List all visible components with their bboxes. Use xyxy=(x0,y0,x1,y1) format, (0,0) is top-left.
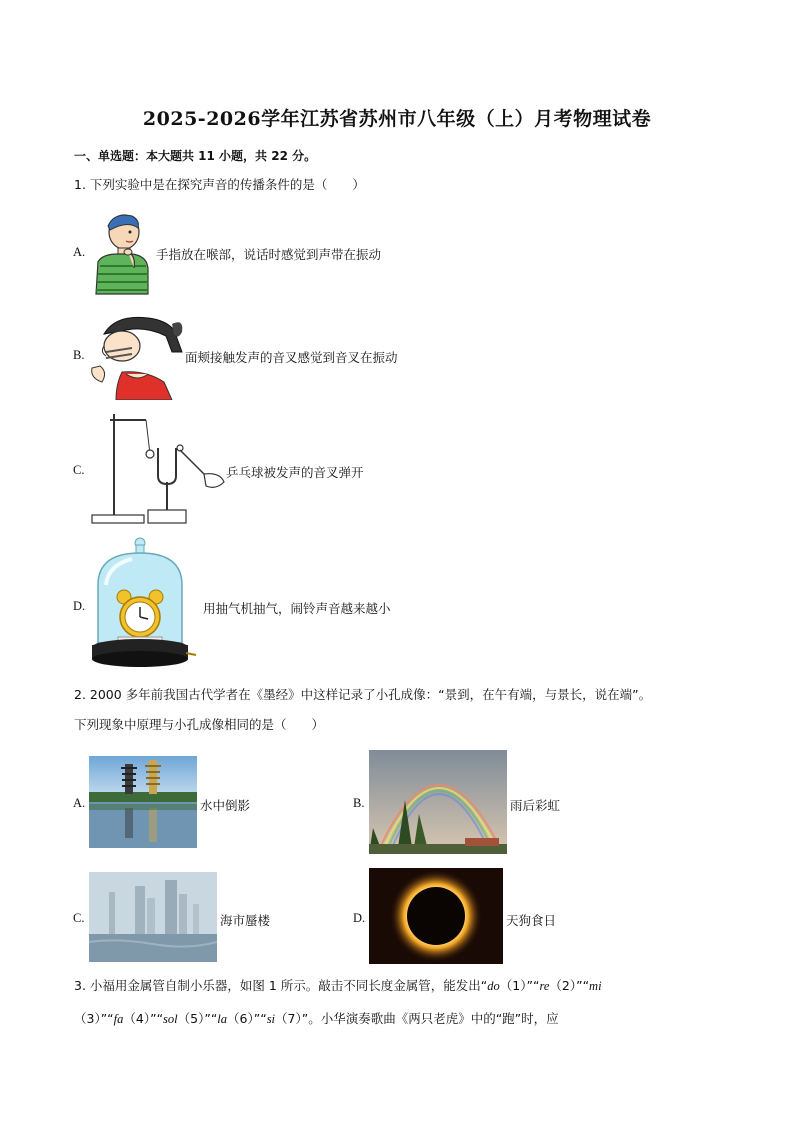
q1-option-b-letter: B. xyxy=(73,348,85,362)
q1-option-d-letter: D. xyxy=(73,599,86,613)
q1-option-c-letter: C. xyxy=(73,463,85,477)
q3-note-6: （6）”“ xyxy=(227,1011,267,1026)
q1-option-d-image xyxy=(88,535,200,673)
q2-option-c-image xyxy=(89,872,217,962)
q3-note-3: （3）”“ xyxy=(74,1011,114,1026)
q1-option-c-text: 乒乓球被发声的音叉弹开 xyxy=(226,465,364,480)
q2-option-a-text: 水中倒影 xyxy=(200,798,251,813)
q3-note-2: （2）”“ xyxy=(549,978,590,993)
q3-note-do: do xyxy=(487,979,500,993)
q2-option-b-letter: B. xyxy=(353,796,365,810)
page-title: 2025-2026学年江苏省苏州市八年级（上）月考物理试卷 xyxy=(142,108,652,130)
q3-note-5: （5）”“ xyxy=(177,1011,218,1026)
q1-option-a-text: 手指放在喉部，说话时感觉到声带在振动 xyxy=(156,247,382,262)
q3-note-4: （4）”“ xyxy=(123,1011,164,1026)
q2-option-c-letter: C. xyxy=(73,911,85,925)
q2-stem-line2: 下列现象中原理与小孔成像相同的是（ ） xyxy=(74,717,325,732)
q2-option-d-image xyxy=(369,868,503,964)
section-heading: 一、单选题：本大题共 11 小题，共 22 分。 xyxy=(74,149,317,163)
q1-option-a-image xyxy=(88,210,156,298)
q2-option-b-image xyxy=(369,750,507,854)
q3-note-si: si xyxy=(266,1012,276,1026)
q3-stem-line2 xyxy=(74,1010,559,1028)
q2-option-a-letter: A. xyxy=(73,796,86,810)
q2-stem-line1: 2. 2000 多年前我国古代学者在《墨经》中这样记录了小孔成像：“景到，在午有端，与景长，说在端”。 xyxy=(74,687,652,702)
q3-line1-prefix: 3. 小福用金属管自制小乐器，如图 1 所示。敲击不同长度金属管，能发出“ xyxy=(74,978,488,993)
q3-note-fa: fa xyxy=(113,1012,124,1026)
q3-note-1: （1）”“ xyxy=(499,978,540,993)
q1-stem: 1. 下列实验中是在探究声音的传播条件的是（ ） xyxy=(74,177,365,192)
q3-note-mi: mi xyxy=(589,979,602,993)
q1-option-d-text: 用抽气机抽气，闹铃声音越来越小 xyxy=(203,601,391,616)
q3-stem-line1 xyxy=(74,977,602,995)
q2-option-c-text: 海市蜃楼 xyxy=(220,913,271,928)
q1-option-a-letter: A. xyxy=(73,245,86,259)
q2-option-d-letter: D. xyxy=(353,911,366,925)
q3-line2-suffix: （7）”。小华演奏歌曲《两只老虎》中的“跑”时，应 xyxy=(275,1011,559,1026)
q3-note-re: re xyxy=(539,979,550,993)
q2-option-d-text: 天狗食日 xyxy=(506,913,557,928)
q1-option-c-image xyxy=(88,410,230,528)
q3-note-la: la xyxy=(217,1012,228,1026)
q1-option-b-text: 面颊接触发声的音叉感觉到音叉在振动 xyxy=(185,350,398,365)
q2-option-a-image xyxy=(89,756,197,848)
q2-option-b-text: 雨后彩虹 xyxy=(510,798,561,813)
q3-note-sol: sol xyxy=(163,1012,178,1026)
q1-option-b-image xyxy=(86,312,186,400)
